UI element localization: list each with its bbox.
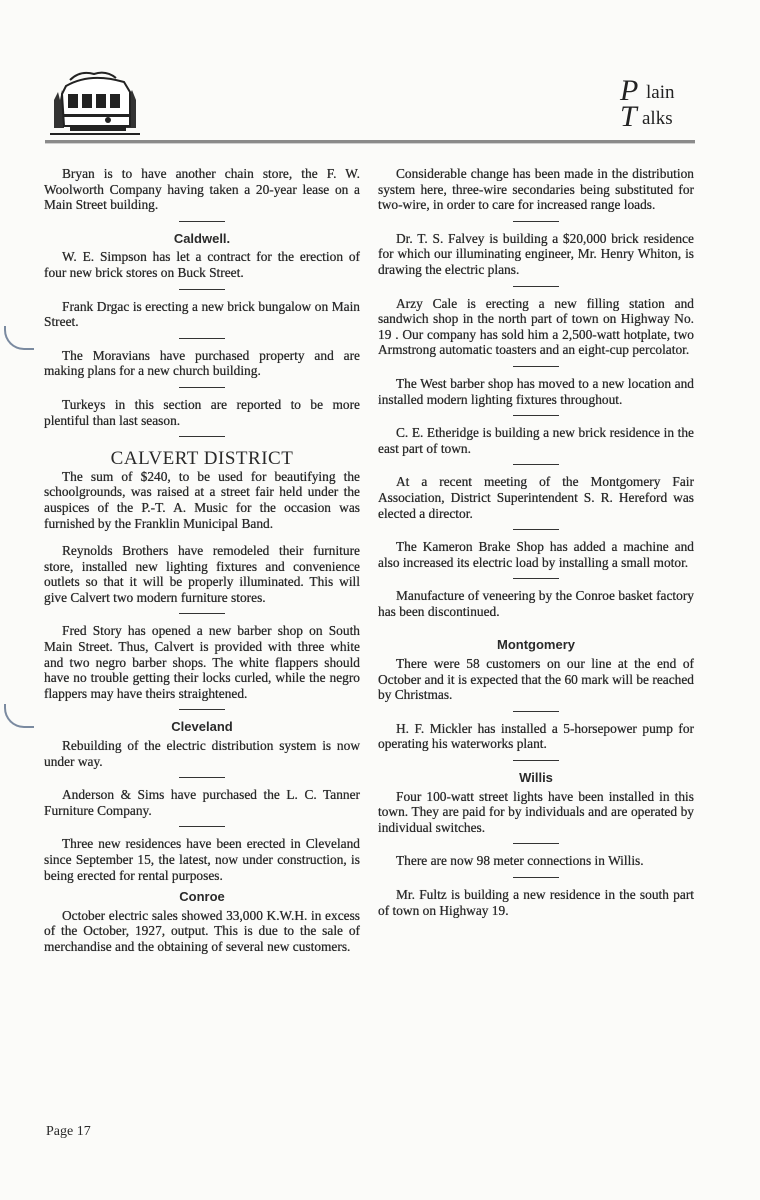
news-paragraph: Four 100-watt street lights have been installed in this town. They are paid for by individuals and are operated by individual switches. [378, 788, 694, 835]
news-paragraph: Manufacture of veneering by the Conroe basket factory has been discontinued. [378, 588, 694, 619]
section-divider [513, 464, 559, 465]
news-paragraph: Rebuilding of the electric distribution system is now under way. [44, 738, 360, 769]
district-heading: CALVERT DISTRICT [110, 448, 294, 470]
section-divider [179, 436, 225, 437]
section-heading: Cleveland [171, 719, 233, 735]
section-heading: Caldwell. [173, 230, 231, 246]
news-paragraph: Considerable change has been made in the distribution system here, three-wire secondaries being substituted for two-wire, in order to care for increased range loads. [378, 166, 694, 213]
section-divider [179, 289, 225, 290]
news-paragraph: H. F. Mickler has installed a 5-horsepower pump for operating his waterworks plant. [378, 720, 694, 752]
section-divider [179, 709, 225, 710]
section-divider [513, 415, 559, 416]
section-divider [513, 366, 559, 367]
news-paragraph: There were 58 customers on our line at the end of October and it is expected that the 60 mark will be reached by Christmas. [378, 656, 694, 703]
spacer [378, 619, 694, 631]
news-paragraph: The Kameron Brake Shop has added a machine and also increased its electric load by installing a small motor. [378, 539, 694, 570]
right-column [378, 166, 694, 918]
news-paragraph: Anderson & Sims have purchased the L. C. Tanner Furniture Company. [44, 787, 360, 818]
page-number: Page 17 [46, 1124, 91, 1139]
section-divider [179, 221, 225, 222]
section-divider [179, 777, 225, 778]
section-heading: Willis [519, 770, 553, 786]
news-paragraph: Mr. Fultz is building a new residence in the south part of town on Highway 19. [378, 887, 694, 918]
section-heading: Conroe [179, 889, 225, 905]
news-paragraph: At a recent meeting of the Montgomery Fair Association, District Superintendent S. R. Hereford was elected a director. [378, 474, 694, 521]
news-paragraph: C. E. Etheridge is building a new brick residence in the east part of town. [378, 425, 694, 456]
spacer [44, 531, 360, 543]
header-rule [45, 140, 695, 144]
news-paragraph: October electric sales showed 33,000 K.W.H. in excess of the October, 1927, output. This is due to the sale of merchandise and the obtaining of several new customers. [44, 907, 360, 954]
news-paragraph: Arzy Cale is erecting a new filling station and sandwich shop in the north part of town on Highway No. 19 . Our company has sold him a 2,500-watt hotplate, two Armstrong automatic toasters and an eight-cup percolator. [378, 295, 694, 358]
news-paragraph: Reynolds Brothers have remodeled their furniture store, installed new lighting fixtures and convenience outlets so that it will be properly illuminated. This will give Calvert two modern furniture stores. [44, 543, 360, 605]
news-paragraph: The sum of $240, to be used for beautifying the schoolgrounds, was raised at a street fair held under the auspices of the P.-T. A. Music for the occasion was furnished by the Franklin Municipal Band. [44, 468, 360, 531]
plain-talks-logo: P lain T alks [620, 74, 675, 133]
section-divider [513, 529, 559, 530]
left-column [44, 166, 360, 955]
news-paragraph: Bryan is to have another chain store, the F. W. Woolworth Company having taken a 20-year lease on a Main Street building. [44, 166, 360, 213]
section-divider [513, 760, 559, 761]
news-paragraph: There are now 98 meter connections in Willis. [396, 853, 644, 869]
section-divider [179, 338, 225, 339]
streetcar-logo-icon [50, 70, 140, 136]
section-divider [179, 826, 225, 827]
news-paragraph: Three new residences have been erected in Cleveland since September 15, the latest, now under construction, is being erected for rental purposes. [44, 836, 360, 883]
section-divider [179, 387, 225, 388]
section-divider [513, 221, 559, 222]
news-paragraph: Frank Drgac is erecting a new brick bungalow on Main Street. [44, 298, 360, 330]
section-divider [513, 711, 559, 712]
news-paragraph: Fred Story has opened a new barber shop on South Main Street. Thus, Calvert is provided with three white and two negro barber shops. The white flappers should have no trouble getting their locks curled, while the negro flappers may have theirs straightened. [44, 623, 360, 701]
section-divider [513, 877, 559, 878]
binding-mark [4, 326, 34, 350]
section-divider [179, 613, 225, 614]
section-divider [513, 578, 559, 579]
news-paragraph: The West barber shop has moved to a new location and installed modern lighting fixtures throughout. [378, 375, 694, 407]
news-paragraph: Dr. T. S. Falvey is building a $20,000 brick residence for which our illuminating engineer, Mr. Henry Whiton, is drawing the electric plans. [378, 230, 694, 277]
section-divider [513, 286, 559, 287]
section-divider [513, 843, 559, 844]
news-paragraph: The Moravians have purchased property and are making plans for a new church building. [44, 347, 360, 379]
section-heading: Montgomery [497, 637, 575, 653]
news-paragraph: Turkeys in this section are reported to be more plentiful than last season. [44, 396, 360, 428]
binding-mark [4, 704, 34, 728]
news-paragraph: W. E. Simpson has let a contract for the erection of four new brick stores on Buck Street. [44, 249, 360, 280]
